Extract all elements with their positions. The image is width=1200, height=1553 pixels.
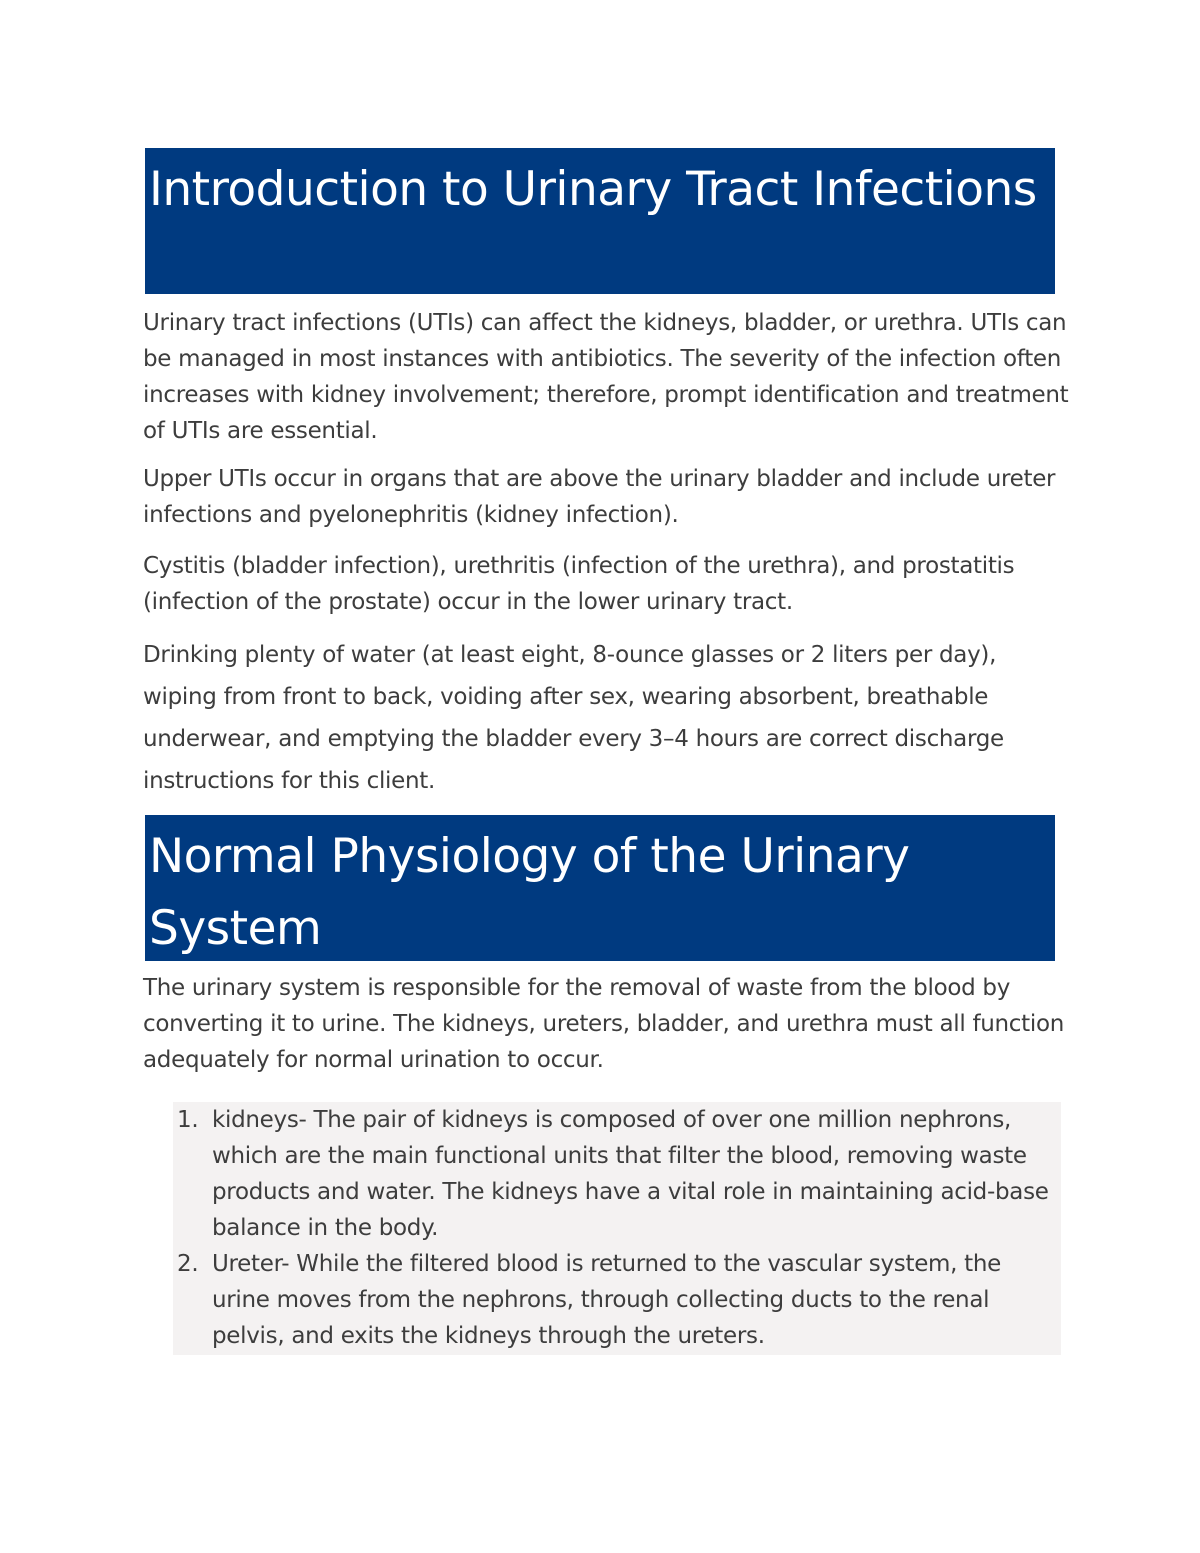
list-number: 1.: [177, 1107, 199, 1133]
section-heading-normal-physiology: Normal Physiology of the Urinary System: [145, 815, 1055, 961]
paragraph-urinary-system-overview: The urinary system is responsible for the removal of waste from the blood by converting it to urine. The kidneys, ureters, bladder, and urethra must all function adequately for normal urination to occur.: [143, 975, 1065, 1073]
section-heading-introduction-to-utis: Introduction to Urinary Tract Infections: [145, 148, 1055, 294]
list-item-text: kidneys- The pair of kidneys is composed of over one million nephrons, which are the main functional units that filter the blood, removing waste products and water. The kidneys have a vital role in maintaining acid-base balance in the body.: [212, 1107, 1049, 1241]
paragraph-upper-utis: Upper UTIs occur in organs that are above the urinary bladder and include ureter infections and pyelonephritis (kidney infection).: [143, 466, 1056, 528]
paragraph-lower-utis: Cystitis (bladder infection), urethritis (infection of the urethra), and prostatitis (infection of the prostate) occur in the lower urinary tract.: [143, 553, 1015, 615]
list-item-kidneys: [173, 1102, 1061, 1246]
list-number: 2.: [177, 1251, 199, 1277]
paragraph-uti-overview: Urinary tract infections (UTIs) can affect the kidneys, bladder, or urethra. UTIs can be managed in most instances with antibiotics. The severity of the infection often increases with kidney involvement; therefore, prompt identification and treatment of UTIs are essential.: [143, 310, 1069, 444]
numbered-list-box: [173, 1102, 1061, 1355]
paragraph-discharge-instructions: Drinking plenty of water (at least eight, 8-ounce glasses or 2 liters per day), wiping from front to back, voiding after sex, wearing absorbent, breathable underwear, and emptying the bladder every 3–4 hours are correct discharge instructions for this client.: [143, 642, 1004, 794]
list-item-ureter: [173, 1246, 1061, 1354]
list-item-text: Ureter- While the filtered blood is returned to the vascular system, the urine moves from the nephrons, through collecting ducts to the renal pelvis, and exits the kidneys through the ureters.: [212, 1251, 1002, 1349]
numbered-list: [173, 1102, 1061, 1354]
